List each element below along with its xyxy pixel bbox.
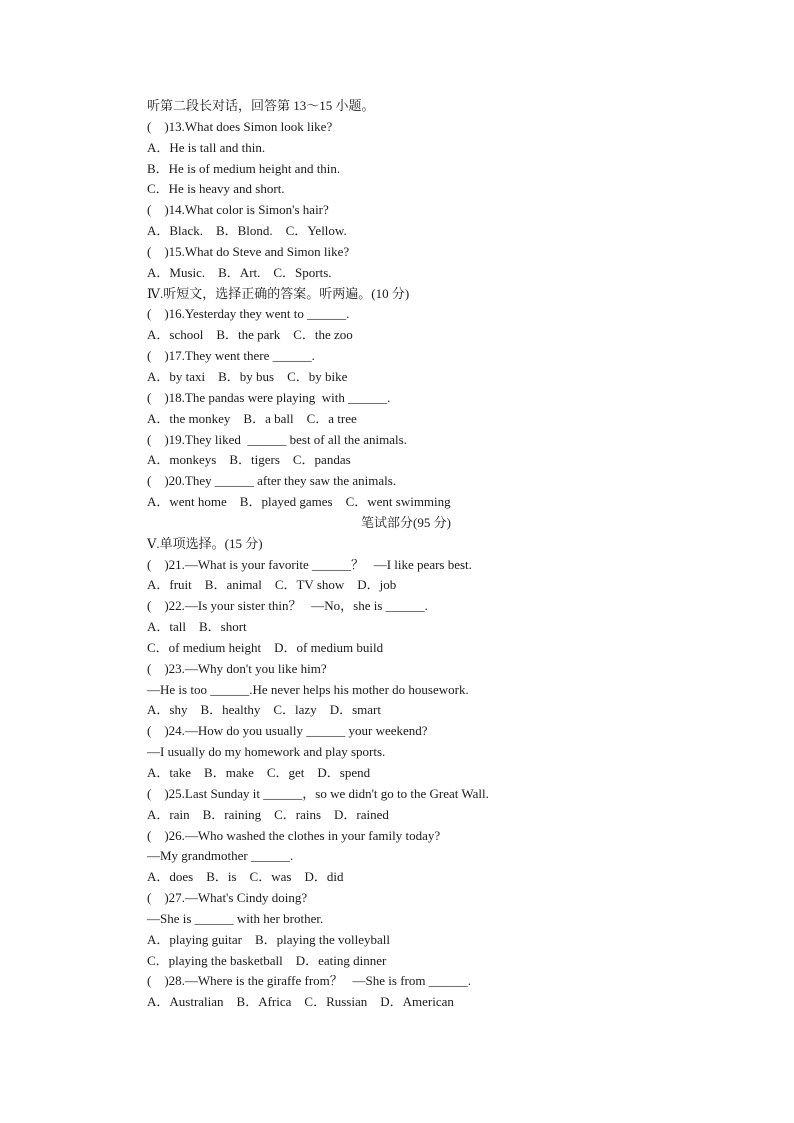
option-line: C．playing the basketball D．eating dinner [147, 952, 387, 968]
question-18: ( )18.The pandas were playing with ______. [147, 389, 391, 405]
option-line: A．does B．is C．was D．did [147, 869, 344, 885]
option-line: A．Black. B．Blond. C．Yellow. [147, 223, 347, 239]
section-heading-listening-dialogue: 听第二段长对话，回答第 13～15 小题。 [147, 98, 375, 113]
dialogue-line: —I usually do my homework and play sports. [147, 744, 386, 760]
question-17: ( )17.They went there ______. [147, 348, 315, 364]
option-line: A．rain B．raining C．rains D．rained [147, 806, 389, 822]
option-line: A．fruit B．animal C．TV show D．job [147, 577, 397, 593]
question-19: ( )19.They liked ______ best of all the animals. [147, 431, 407, 447]
option-line: A．Australian B．Africa C．Russian D．American [147, 994, 454, 1010]
dialogue-line: —My grandmother ______. [147, 848, 294, 864]
option-line: A．He is tall and thin. [147, 139, 266, 155]
question-16: ( )16.Yesterday they went to ______. [147, 306, 350, 322]
option-line: C．of medium height D．of medium build [147, 639, 384, 655]
option-line: A．by taxi B．by bus C．by bike [147, 368, 348, 384]
option-line: A．school B．the park C．the zoo [147, 327, 353, 343]
question-22: ( )22.—Is your sister thin？ —No，she is ______. [147, 598, 428, 614]
option-line: B．He is of medium height and thin. [147, 160, 341, 176]
dialogue-line: —She is ______ with her brother. [147, 910, 324, 926]
question-23: ( )23.—Why don't you like him? [147, 660, 327, 676]
option-line: C．He is heavy and short. [147, 181, 285, 197]
exam-page [147, 96, 707, 1013]
written-part-title: 笔试部分(95 分) [361, 514, 451, 530]
section-heading-iv: Ⅳ.听短文，选择正确的答案。听两遍。(10 分) [147, 285, 410, 301]
question-21: ( )21.—What is your favorite ______？ —I like pears best. [147, 556, 472, 572]
question-26: ( )26.—Who washed the clothes in your family today? [147, 827, 441, 843]
question-25: ( )25.Last Sunday it ______，so we didn't go to the Great Wall. [147, 785, 489, 801]
question-20: ( )20.They ______ after they saw the animals. [147, 473, 397, 489]
question-27: ( )27.—What's Cindy doing? [147, 890, 308, 906]
question-15: ( )15.What do Steve and Simon like? [147, 243, 350, 259]
question-13: ( )13.What does Simon look like? [147, 118, 333, 134]
option-line: A．shy B．healthy C．lazy D．smart [147, 702, 381, 718]
section-heading-v: Ⅴ.单项选择。(15 分) [147, 535, 263, 551]
option-line: A．the monkey B．a ball C．a tree [147, 410, 357, 426]
option-line: A．playing guitar B．playing the volleyball [147, 931, 390, 947]
option-line: A．Music. B．Art. C．Sports. [147, 264, 332, 280]
option-line: A．monkeys B．tigers C．pandas [147, 452, 351, 468]
question-14: ( )14.What color is Simon's hair? [147, 202, 329, 218]
dialogue-line: —He is too ______.He never helps his mother do housework. [147, 681, 469, 697]
option-line: A．went home B．played games C．went swimming [147, 494, 451, 510]
option-line: A．tall B．short [147, 619, 247, 635]
option-line: A．take B．make C．get D．spend [147, 765, 371, 780]
question-28: ( )28.—Where is the giraffe from？ —She is from ______. [147, 973, 471, 989]
question-24: ( )24.—How do you usually ______ your weekend? [147, 723, 428, 739]
